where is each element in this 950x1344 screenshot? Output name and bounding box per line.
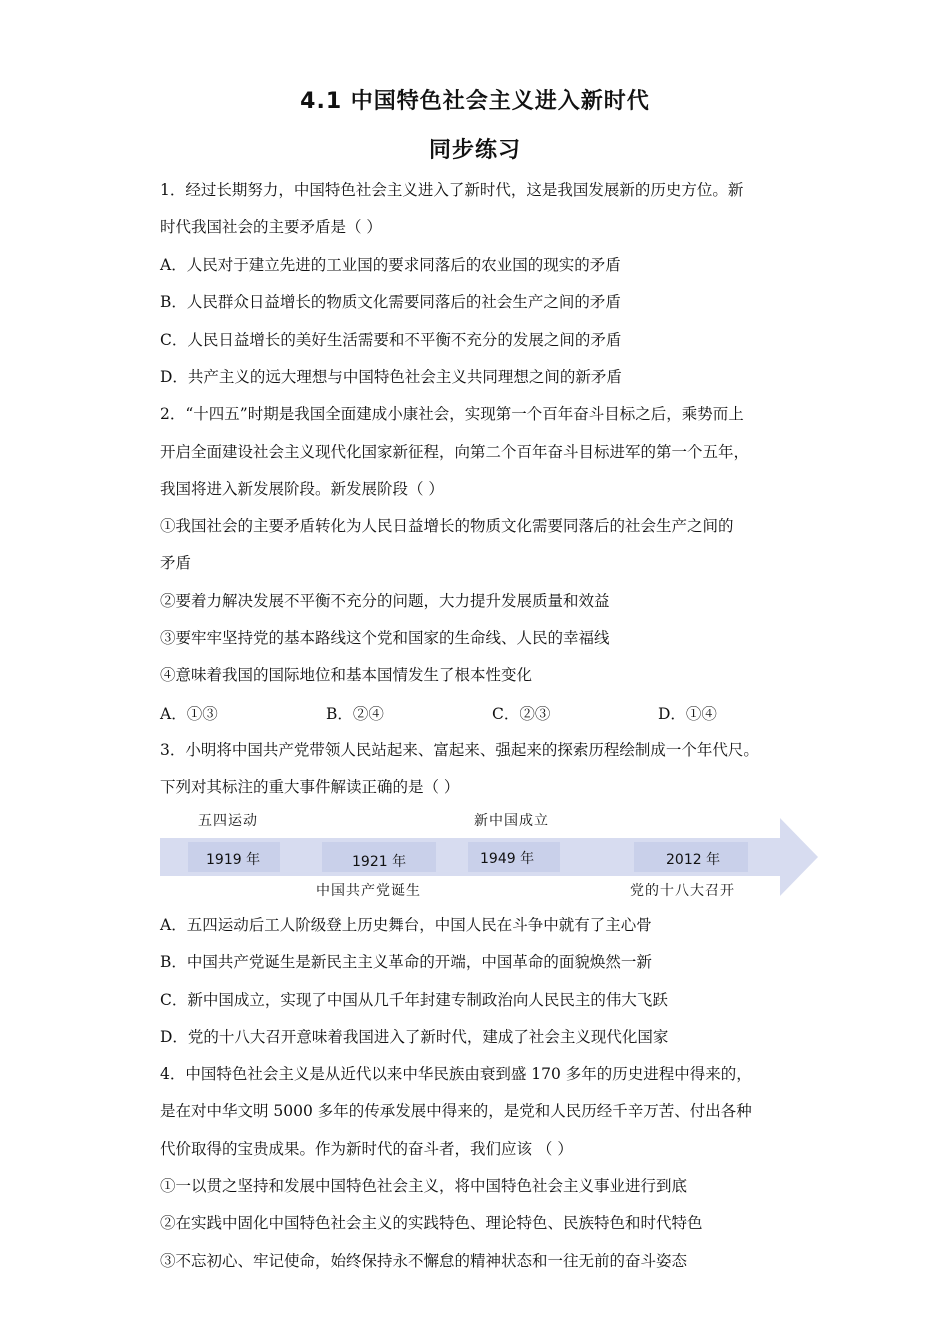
q3-option-b: B．中国共产党诞生是新民主主义革命的开端，中国革命的面貌焕然一新 [160, 953, 652, 971]
q2-option-b: B．②④ [326, 705, 384, 723]
timeline-label-18th-congress: 党的十八大召开 [630, 883, 735, 899]
q2-stem-line3: 我国将进入新发展阶段。新发展阶段（ ） [160, 480, 444, 498]
q3-option-c: C．新中国成立，实现了中国从几千年封建专制政治向人民民主的伟大飞跃 [160, 991, 668, 1009]
q2-option-d: D．①④ [658, 705, 717, 723]
q3-stem-line1: 3．小明将中国共产党带领人民站起来、富起来、强起来的探索历程绘制成一个年代尺。 [160, 741, 759, 759]
q1-option-a: A．人民对于建立先进的工业国的要求同落后的农业国的现实的矛盾 [160, 256, 621, 274]
timeline-label-may-fourth: 五四运动 [198, 813, 258, 829]
q3-option-d: D．党的十八大召开意味着我国进入了新时代，建成了社会主义现代化国家 [160, 1028, 669, 1046]
q2-statement-1-cont: 矛盾 [160, 554, 192, 572]
timeline-ruler [160, 806, 820, 902]
timeline-label-cpc-founded: 中国共产党诞生 [316, 883, 421, 899]
q4-statement-2: ②在实践中固化中国特色社会主义的实践特色、理论特色、民族特色和时代特色 [160, 1214, 703, 1232]
q2-stem-line2: 开启全面建设社会主义现代化国家新征程，向第二个百年奋斗目标进军的第一个五年， [160, 443, 750, 461]
q3-stem-line2: 下列对其标注的重大事件解读正确的是（ ） [160, 778, 460, 796]
q2-option-a: A．①③ [160, 705, 218, 723]
q1-option-c: C．人民日益增长的美好生活需要和不平衡不充分的发展之间的矛盾 [160, 331, 622, 349]
q1-stem-line1: 1．经过长期努力，中国特色社会主义进入了新时代，这是我国发展新的历史方位。新 [160, 181, 744, 199]
q2-statement-4: ④意味着我国的国际地位和基本国情发生了根本性变化 [160, 666, 533, 684]
timeline-year-1949: 1949 年 [480, 851, 535, 867]
q2-stem-line1: 2．“十四五”时期是我国全面建成小康社会，实现第一个百年奋斗目标之后，乘势而上 [160, 405, 744, 423]
timeline-year-1921: 1921 年 [352, 854, 407, 870]
page-title: 4.1 中国特色社会主义进入新时代 [300, 89, 650, 114]
q1-option-d: D．共产主义的远大理想与中国特色社会主义共同理想之间的新矛盾 [160, 368, 622, 386]
q1-stem-line2: 时代我国社会的主要矛盾是（ ） [160, 218, 382, 236]
q4-stem-line2: 是在对中华文明 5000 多年的传承发展中得来的，是党和人民历经千辛万苦、付出各种 [160, 1102, 752, 1120]
timeline-year-2012: 2012 年 [666, 852, 721, 868]
q4-statement-3: ③不忘初心、牢记使命，始终保持永不懈怠的精神状态和一往无前的奋斗姿态 [160, 1252, 688, 1270]
q2-statement-2: ②要着力解决发展不平衡不充分的问题，大力提升发展质量和效益 [160, 592, 610, 610]
q4-stem-line3: 代价取得的宝贵成果。作为新时代的奋斗者，我们应该 （ ） [160, 1140, 573, 1158]
timeline-label-prc-founded: 新中国成立 [474, 813, 549, 829]
q4-statement-1: ①一以贯之坚持和发展中国特色社会主义，将中国特色社会主义事业进行到底 [160, 1177, 688, 1195]
timeline-year-1919: 1919 年 [206, 852, 261, 868]
page-subtitle: 同步练习 [428, 138, 521, 163]
q1-option-b: B．人民群众日益增长的物质文化需要同落后的社会生产之间的矛盾 [160, 293, 621, 311]
q4-stem-line1: 4．中国特色社会主义是从近代以来中华民族由衰到盛 170 多年的历史进程中得来的， [160, 1065, 752, 1083]
q2-statement-1: ①我国社会的主要矛盾转化为人民日益增长的物质文化需要同落后的社会生产之间的 [160, 517, 734, 535]
q2-statement-3: ③要牢牢坚持党的基本路线这个党和国家的生命线、人民的幸福线 [160, 629, 610, 647]
q3-option-a: A．五四运动后工人阶级登上历史舞台，中国人民在斗争中就有了主心骨 [160, 916, 652, 934]
q2-options [160, 702, 810, 724]
q2-option-c: C．②③ [492, 705, 551, 723]
